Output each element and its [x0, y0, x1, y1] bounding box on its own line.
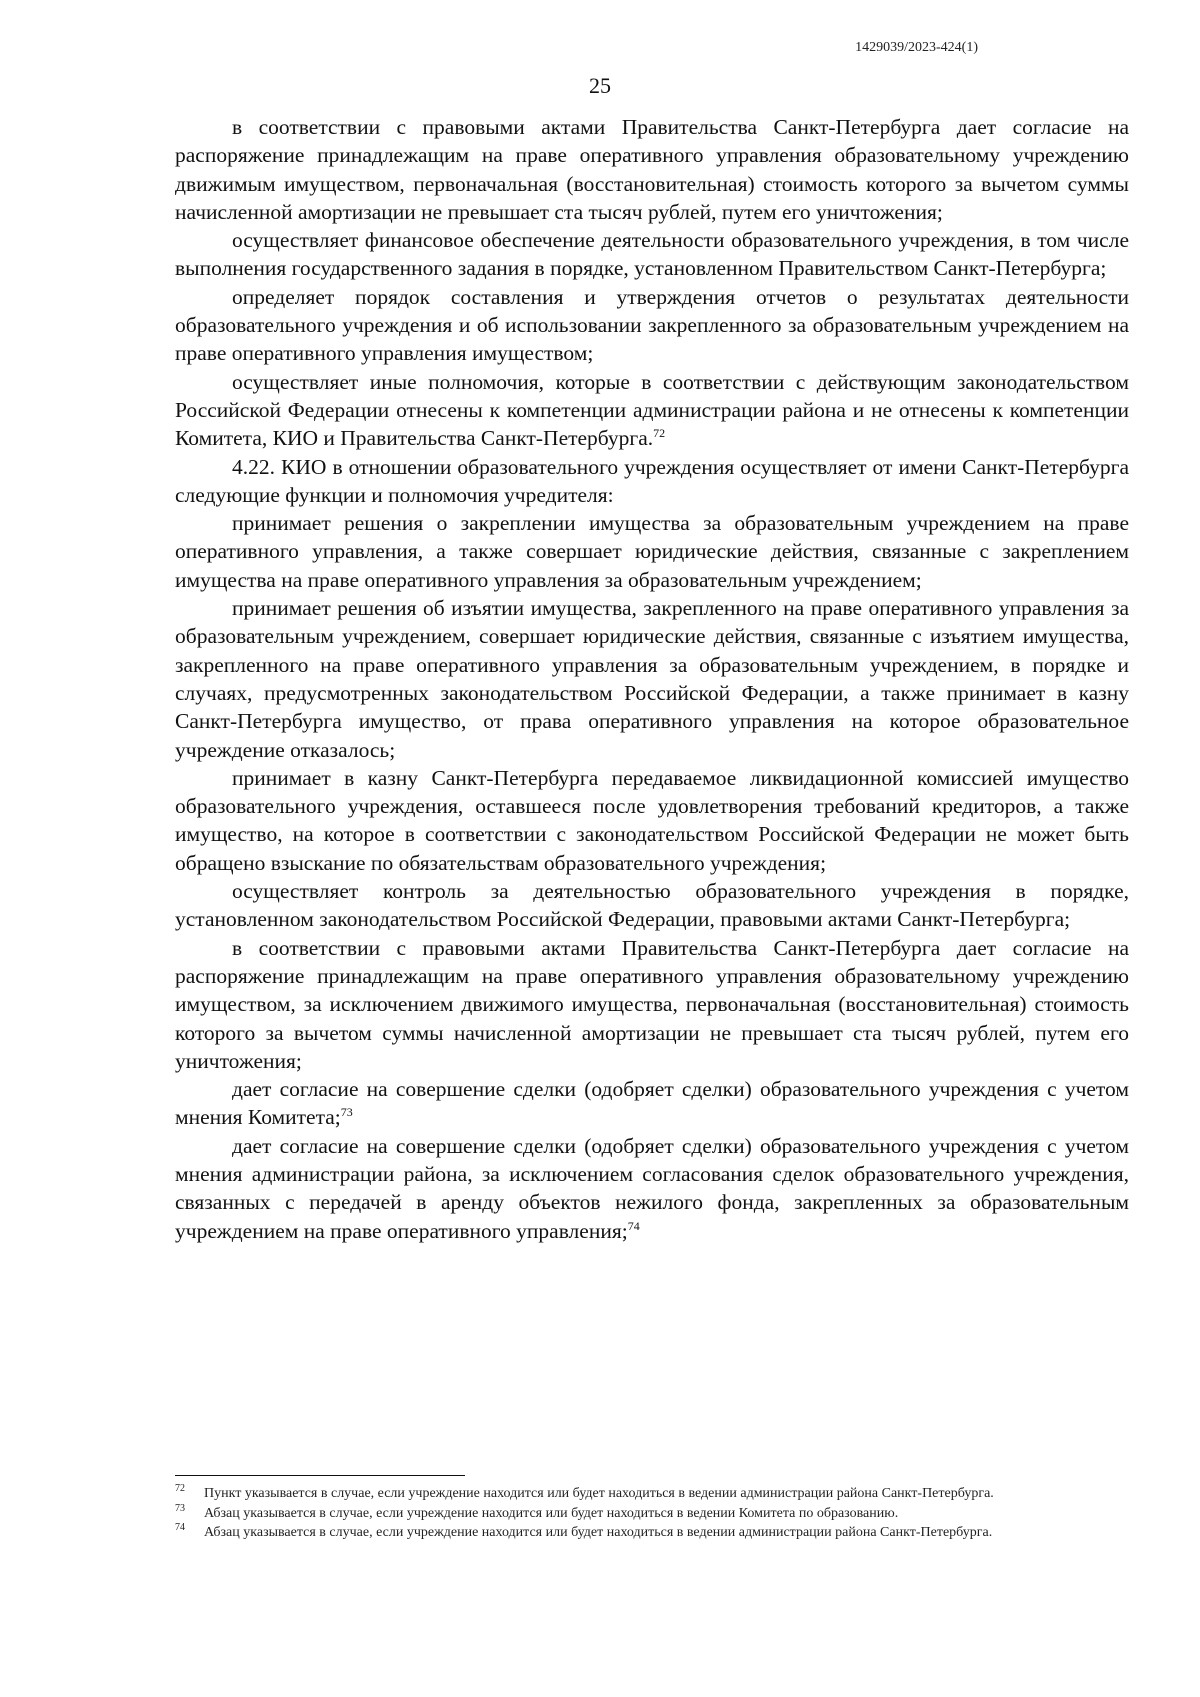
paragraph-text: дает согласие на совершение сделки (одобряет сделки) образовательного учреждения с учетом мнения Комитета;: [175, 1077, 1129, 1130]
paragraph: [175, 934, 1129, 1075]
page-number: 25: [589, 73, 611, 98]
paragraph: [175, 1075, 1129, 1132]
paragraph: [175, 764, 1129, 877]
paragraph-text: определяет порядок составления и утверждения отчетов о результатах деятельности образовательного учреждения и об использовании закрепленного за образовательным учреждением на праве оперативного управления имуществом;: [175, 284, 1129, 366]
footnote-number: [175, 1485, 204, 1505]
footnote-reference: 72: [653, 426, 666, 441]
footnote-number: [175, 1524, 204, 1544]
paragraph: [175, 509, 1129, 594]
footnote-divider: [175, 1475, 465, 1476]
footnote: [175, 1524, 1129, 1544]
document-id: 1429039/2023-424(1): [855, 40, 978, 55]
footnote-text: Абзац указывается в случае, если учреждение находится или будет находиться в ведении Комитета по образованию.: [204, 1505, 899, 1521]
paragraph-text: осуществляет финансовое обеспечение деятельности образовательного учреждения, в том числе выполнения государственного задания в порядке, установленном Правительством Санкт-Петербурга;: [175, 228, 1129, 281]
footnote-text: Абзац указывается в случае, если учреждение находится или будет находиться в ведении администрации района Санкт-Петербурга.: [204, 1525, 993, 1540]
paragraph: [175, 226, 1129, 283]
paragraph: [175, 877, 1129, 934]
paragraph-text: дает согласие на совершение сделки (одобряет сделки) образовательного учреждения с учетом мнения администрации района, за исключением согласования сделок образовательного учреждения, связанных с передачей в аренду объектов нежилого фонда, закрепленных за образовательным учреждением на праве оперативного управления;: [175, 1133, 1129, 1243]
footnote-reference: 73: [340, 1105, 353, 1120]
paragraph-text: в соответствии с правовыми актами Правительства Санкт-Петербурга дает согласие на распоряжение принадлежащим на праве оперативного управления образовательному учреждению имуществом, за исключением движимого имущества, первоначальная (восстановительная) стоимость которого за вычетом суммы начисленной амортизации не превышает ста тысяч рублей, путем его уничтожения;: [175, 935, 1129, 1073]
paragraph: [175, 283, 1129, 368]
footnote: [175, 1502, 1129, 1525]
footnote-reference: 74: [627, 1218, 640, 1233]
paragraph-text: осуществляет иные полномочия, которые в соответствии с действующим законодательством Российской Федерации отнесены к компетенции администрации района и не отнесены к компетенции Комитета, КИО и Правительства Санкт-Петербурга.: [175, 369, 1129, 451]
paragraph: [175, 594, 1129, 764]
footnote-text: Пункт указывается в случае, если учреждение находится или будет находиться в ведении администрации района Санкт-Петербурга.: [204, 1486, 994, 1501]
paragraph: [175, 368, 1129, 453]
document-body: [175, 113, 1129, 1245]
paragraph-text: принимает решения об изъятии имущества, закрепленного на праве оперативного управления за образовательным учреждением, совершает юридические действия, связанные с изъятием имущества, закрепленного на праве оперативного управления за образовательным учреждением, в порядке и случаях, предусмотренных законодательством Российской Федерации, а также принимает в казну Санкт-Петербурга имущество, от права оперативного управления на которое образовательное учреждение отказалось;: [175, 596, 1129, 762]
paragraph-text: в соответствии с правовыми актами Правительства Санкт-Петербурга дает согласие на распоряжение принадлежащим на праве оперативного управления образовательному учреждению движимым имуществом, первоначальная (восстановительная) стоимость которого за вычетом суммы начисленной амортизации не превышает ста тысяч рублей, путем его уничтожения;: [175, 115, 1129, 224]
paragraph-text: принимает в казну Санкт-Петербурга передаваемое ликвидационной комиссией имущество образовательного учреждения, оставшееся после удовлетворения требований кредиторов, а также имущество, на которое в соответствии с законодательством Российской Федерации не может быть обращено взыскание по обязательствам образовательного учреждения;: [175, 765, 1129, 875]
paragraph-text: принимает решения о закреплении имущества за образовательным учреждением на праве оперативного управления, а также совершает юридические действия, связанные с закреплением имущества на праве оперативного управления за образовательным учреждением;: [175, 511, 1129, 592]
footnote: [175, 1485, 1129, 1505]
footnote-number-text: 73: [175, 1502, 185, 1514]
footnote-number-text: 72: [175, 1483, 185, 1494]
paragraph: [175, 113, 1129, 226]
paragraph-text: 4.22. КИО в отношении образовательного учреждения осуществляет от имени Санкт-Петербурга следующие функции и полномочия учредителя:: [175, 454, 1129, 507]
paragraph: [175, 1132, 1129, 1245]
paragraph: [175, 453, 1129, 510]
paragraph-text: осуществляет контроль за деятельностью образовательного учреждения в порядке, установленном законодательством Российской Федерации, правовыми актами Санкт-Петербурга;: [175, 879, 1129, 932]
footnote-number-text: 74: [175, 1522, 185, 1533]
footnotes: [175, 1485, 1129, 1544]
